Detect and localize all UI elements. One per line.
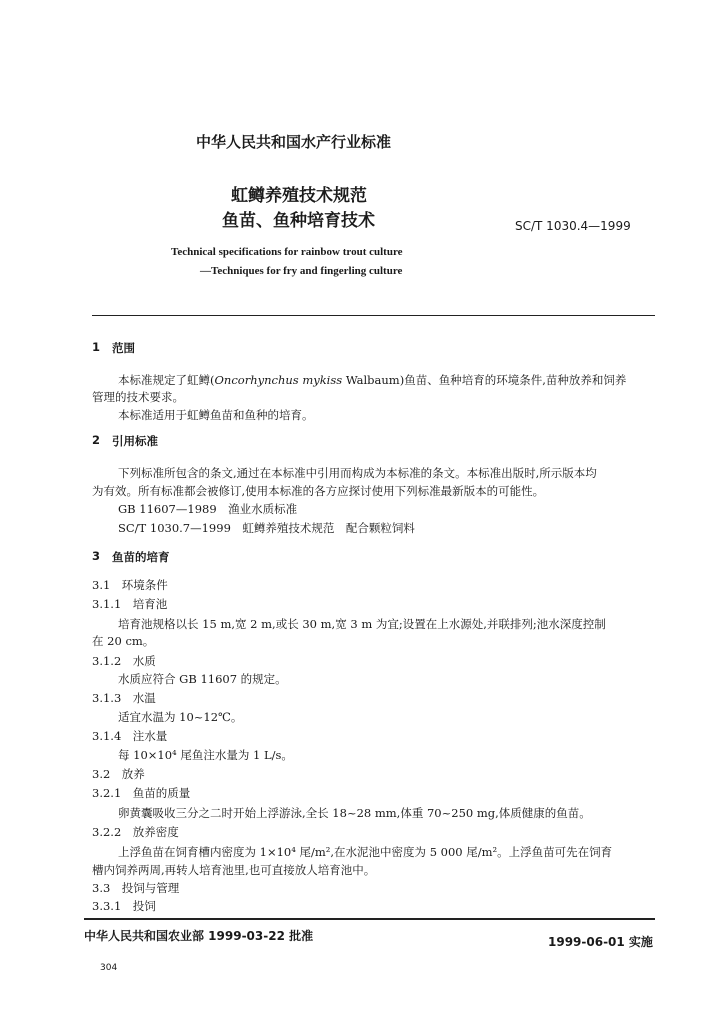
title-line-2: 鱼苗、鱼种培育技术 bbox=[222, 211, 375, 231]
heading-3-1-3: 3.1.3 水温 bbox=[92, 691, 156, 705]
header-rule bbox=[92, 315, 655, 316]
footer-rule bbox=[84, 918, 655, 920]
section-2-number: 2 bbox=[92, 433, 101, 447]
heading-3-2-2: 3.2.2 放养密度 bbox=[92, 825, 179, 839]
effective-date: 1999-06-01 实施 bbox=[548, 935, 653, 949]
para-3-2-1: 卵黄囊吸收三分之二时开始上浮游泳,全长 18~28 mm,体重 70~250 mg,体质健康的鱼苗。 bbox=[118, 806, 591, 820]
page-number: 304 bbox=[100, 963, 118, 973]
title-line-1: 虹鳟养殖技术规范 bbox=[231, 186, 367, 206]
para-3-1-1-line-2: 在 20 cm。 bbox=[92, 634, 155, 648]
latin-name: Oncorhynchus mykiss bbox=[214, 373, 343, 387]
approval-line: 中华人民共和国农业部 1999-03-22 批准 bbox=[84, 929, 314, 943]
heading-3-1: 3.1 环境条件 bbox=[92, 578, 168, 592]
section-2-paragraph-line-2: 为有效。所有标准都会被修订,使用本标准的各方应探讨使用下列标准最新版本的可能性。 bbox=[92, 484, 545, 498]
section-3-number: 3 bbox=[92, 549, 101, 563]
para-3-1-3: 适宜水温为 10~12℃。 bbox=[118, 710, 243, 724]
section-2-title: 引用标准 bbox=[112, 434, 158, 448]
english-title-line-2: —Techniques for fry and fingerling culture bbox=[200, 265, 403, 277]
heading-3-2: 3.2 放养 bbox=[92, 767, 145, 781]
para-3-2-2-line-2: 槽内饲养两周,再转人培育池里,也可直接放人培育池中。 bbox=[92, 863, 376, 877]
standard-code: SC/T 1030.4—1999 bbox=[515, 219, 631, 233]
section-1-number: 1 bbox=[92, 340, 101, 354]
section-1-paragraph-2: 本标准适用于虹鳟鱼苗和鱼种的培育。 bbox=[118, 408, 314, 422]
org-title: 中华人民共和国水产行业标准 bbox=[196, 133, 392, 151]
section-1-paragraph-1-cont: 管理的技术要求。 bbox=[92, 390, 184, 404]
heading-3-2-1: 3.2.1 鱼苗的质量 bbox=[92, 786, 191, 800]
section-2-paragraph-line-1: 下列标准所包含的条文,通过在本标准中引用而构成为本标准的条文。本标准出版时,所示版本均 bbox=[118, 466, 597, 480]
s1-p1-b: Walbaum)鱼苗、鱼种培育的环境条件,苗种放养和饲养 bbox=[342, 373, 627, 387]
heading-3-1-1: 3.1.1 培育池 bbox=[92, 597, 168, 611]
section-3-title: 鱼苗的培育 bbox=[112, 550, 170, 564]
reference-sct1030-7: SC/T 1030.7—1999 虹鳟养殖技术规范 配合颗粒饲料 bbox=[118, 521, 415, 535]
heading-3-1-4: 3.1.4 注水量 bbox=[92, 729, 168, 743]
heading-3-3: 3.3 投饲与管理 bbox=[92, 881, 180, 895]
heading-3-1-2: 3.1.2 水质 bbox=[92, 654, 156, 668]
reference-gb11607: GB 11607—1989 渔业水质标准 bbox=[118, 502, 298, 516]
para-3-1-1-line-1: 培育池规格以长 15 m,宽 2 m,或长 30 m,宽 3 m 为宜;设置在上水源处,并联排列;池水深度控制 bbox=[118, 617, 606, 631]
english-title-line-1: Technical specifications for rainbow trout culture bbox=[171, 246, 403, 258]
para-3-1-4: 每 10×10⁴ 尾鱼注水量为 1 L/s。 bbox=[118, 748, 293, 762]
heading-3-3-1: 3.3.1 投饲 bbox=[92, 899, 156, 913]
section-1-paragraph-1 bbox=[118, 372, 626, 388]
s1-p1-a: 本标准规定了虹鳟( bbox=[118, 373, 215, 387]
para-3-1-2: 水质应符合 GB 11607 的规定。 bbox=[118, 672, 287, 686]
section-1-title: 范围 bbox=[112, 341, 135, 355]
para-3-2-2-line-1: 上浮鱼苗在饲育槽内密度为 1×10⁴ 尾/m²,在水泥池中密度为 5 000 尾/m²。上浮鱼苗可先在饲育 bbox=[118, 845, 613, 859]
